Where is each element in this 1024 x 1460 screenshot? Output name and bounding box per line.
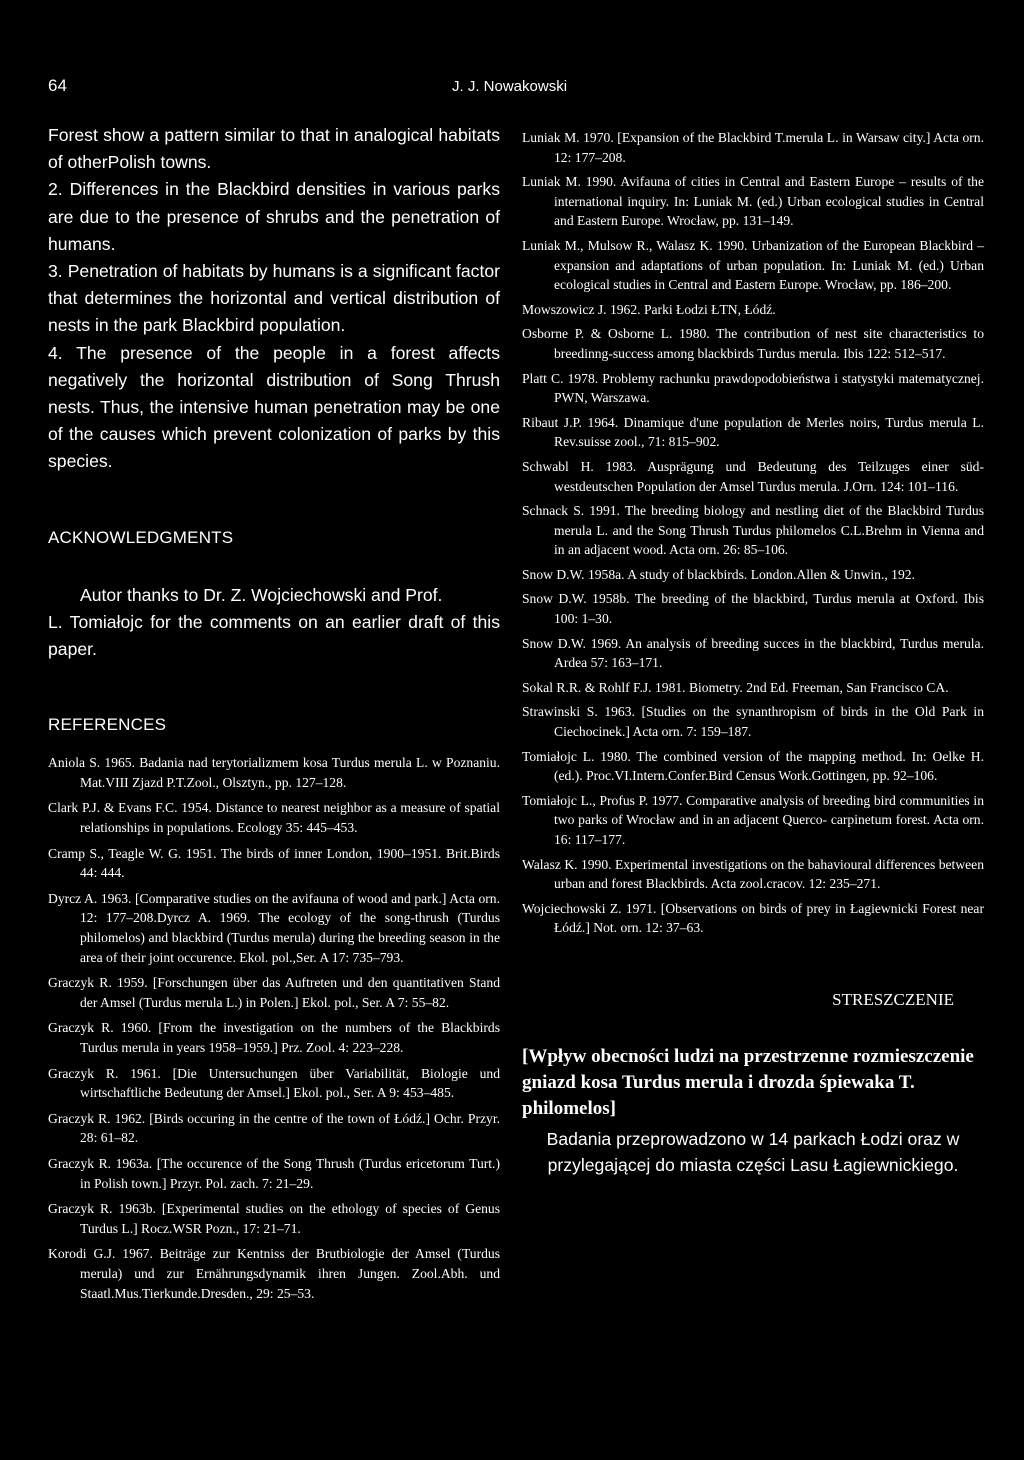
reference-item: Graczyk R. 1961. [Die Untersuchungen über Variabilität, Biologie und wirtschaftliche Bedeutung der Amsel.] Ekol. pol., Ser. A 9: 453–485. (48, 1065, 500, 1101)
page-number: 64 (48, 76, 67, 95)
body-paragraph-3: 3. Penetration of habitats by humans is a significant factor that determines the horizontal and vertical distribution of nests in the park Blackbird population. (48, 261, 500, 336)
acknowledgments-line-1: Autor thanks to Dr. Z. Wojciechowski and Prof. (80, 584, 443, 605)
reference-item: Luniak M., Mulsow R., Walasz K. 1990. Urbanization of the European Blackbird – expansion and adaptations of urban population. In: Luniak M. (ed.) Urban ecological studies in Central and Eastern Europe. Wrocław, pp. 186–200. (522, 237, 984, 293)
acknowledgments-heading: ACKNOWLEDGMENTS (48, 527, 234, 547)
reference-item: Tomiałojc L., Profus P. 1977. Comparative analysis of breeding bird communities in two parks of Wrocław and in an adjacent Querco- carpinetum forest. Acta orn. 16: 117–177. (522, 792, 984, 847)
reference-item: Ribaut J.P. 1964. Dinamique d'une population de Merles noirs, Turdus merula L. Rev.suisse zool., 71: 815–902. (522, 414, 984, 450)
reference-item: Graczyk R. 1959. [Forschungen über das Auftreten und den quantitativen Stand der Amsel (Turdus merula L.) in Polen.] Ekol. pol., Ser. A 7: 55–82. (48, 975, 500, 1010)
summary-heading: STRESZCZENIE (832, 989, 954, 1009)
reference-item: Cramp S., Teagle W. G. 1951. The birds of inner London, 1900–1951. Brit.Birds 44: 444. (48, 845, 500, 881)
reference-item: Graczyk R. 1962. [Birds occuring in the centre of the town of Łódź.] Ochr. Przyr. 28: 61–82. (48, 1110, 500, 1146)
body-paragraph-2: 2. Differences in the Blackbird densities in various parks are due to the presence of shrubs and the penetration of humans. (48, 179, 500, 254)
reference-item: Clark P.J. & Evans F.C. 1954. Distance to nearest neighbor as a measure of spatial relationships in populations. Ecology 35: 445–453. (48, 800, 500, 836)
reference-item: Luniak M. 1970. [Expansion of the Blackbird T.merula L. in Warsaw city.] Acta orn. 12: 177–208. (522, 130, 984, 165)
reference-item: Mowszowicz J. 1962. Parki Łodzi ŁTN, Łódź. (522, 301, 776, 317)
reference-item: Walasz K. 1990. Experimental investigations on the bahavioural differences between urban and forest Blackbirds. Acta zool.cracov. 12: 235–271. (522, 856, 984, 892)
acknowledgments-text (48, 582, 500, 664)
reference-item: Sokal R.R. & Rohlf F.J. 1981. Biometry. 2nd Ed. Freeman, San Francisco CA. (522, 679, 949, 695)
reference-item: Snow D.W. 1958b. The breeding of the blackbird, Turdus merula at Oxford. Ibis 100: 1–30. (522, 591, 984, 627)
summary-text: Badania przeprowadzono w 14 parkach Łodzi oraz w przylegającej do miasta części Lasu Łagiewnickiego. (546, 1128, 960, 1175)
reference-item: Strawinski S. 1963. [Studies on the synanthropism of birds in the Old Park in Ciechocinek.] Acta orn. 7: 159–187. (522, 704, 984, 740)
reference-item: Korodi G.J. 1967. Beiträge zur Kentniss der Brutbiologie der Amsel (Turdus merula) und zur Ernährungsdynamik ihren Jungen. Zool.Abh. und Staatl.Mus.Tierkunde.Dresden., 29: 25–53. (48, 1246, 500, 1301)
references-heading: REFERENCES (48, 715, 167, 735)
reference-item: Schnack S. 1991. The breeding biology and nestling diet of the Blackbird Turdus merula L. and the Song Thrush Turdus philomelos C.L.Brehm in Vienna and in an adjacent wood. Acta orn. 26: 85–106. (522, 503, 984, 558)
reference-item: Snow D.W. 1969. An analysis of breeding succes in the blackbird, Turdus merula. Ardea 57: 163–171. (522, 635, 984, 671)
reference-item: Wojciechowski Z. 1971. [Observations on birds of prey in Łagiewnicki Forest near Łódź.] Not. orn. 12: 37–63. (522, 900, 984, 936)
reference-item: Graczyk R. 1963b. [Experimental studies on the ethology of species of Genus Turdus L.] Rocz.WSR Pozn., 17: 21–71. (48, 1201, 500, 1236)
running-head: J. J. Nowakowski (452, 78, 568, 95)
reference-item: Schwabl H. 1983. Ausprägung und Bedeutung des Teilzuges einer süd- westdeutschen Population der Amsel Turdus merula. J.Orn. 124: 101–116. (522, 458, 984, 494)
reference-item: Aniola S. 1965. Badania nad terytorializmem kosa Turdus merula L. w Poznaniu. Mat.VIII Zjazd P.T.Zool., Olsztyn., pp. 127–128. (48, 755, 500, 790)
left-column (48, 122, 500, 1309)
body-paragraph-1: Forest show a pattern similar to that in analogical habitats of otherPolish towns. (48, 125, 500, 173)
reference-item: Luniak M. 1990. Avifauna of cities in Central and Eastern Europe – results of the international inquiry. In: Luniak M. (ed.) Urban ecological studies in Central and Eastern Europe. Wrocław, pp. 131–149. (522, 174, 984, 229)
reference-list-right (522, 128, 984, 938)
reference-list-left (48, 753, 500, 1303)
reference-item: Dyrcz A. 1963. [Comparative studies on the avifauna of wood and park.] Acta orn. 12: 177–208.Dyrcz A. 1969. The ecology of the song-thrush (Turdus philomelos) and blackbird (Turdus merula) during the breeding season in the area of their joint occurence. Ekol. pol.,Ser. A 17: 735–793. (48, 890, 500, 965)
reference-item: Tomiałojc L. 1980. The combined version of the mapping method. In: Oelke H. (ed.). Proc.VI.Intern.Confer.Bird Census Work.Gottingen, pp. 92–106. (522, 748, 984, 784)
acknowledgments-line-2: L. Tomiałojc for the comments on an earlier draft of this paper. (48, 611, 500, 660)
right-column (522, 128, 984, 1178)
reference-item: Snow D.W. 1958a. A study of blackbirds. London.Allen & Unwin., 192. (522, 566, 915, 582)
reference-item: Platt C. 1978. Problemy rachunku prawdopodobieństwa i statystyki matematycznej. PWN, Warszawa. (522, 370, 984, 406)
body-paragraph-4: 4. The presence of the people in a forest affects negatively the horizontal distribution of Song Thrush nests. Thus, the intensive human penetration may be one of the causes which prevent colonization of parks by this species. (48, 342, 500, 472)
reference-item: Graczyk R. 1963a. [The occurence of the Song Thrush (Turdus ericetorum Turt.) in Polish town.] Przyr. Pol. zach. 7: 21–29. (48, 1155, 500, 1191)
reference-item: Osborne P. & Osborne L. 1980. The contribution of nest site characteristics to breedinng-success among blackbirds Turdus merula. Ibis 122: 512–517. (522, 326, 984, 361)
reference-item: Graczyk R. 1960. [From the investigation on the numbers of the Blackbirds Turdus merula in years 1958–1959.] Prz. Zool. 4: 223–228. (48, 1020, 500, 1055)
summary-title: [Wpływ obecności ludzi na przestrzenne rozmieszczenie gniazd kosa Turdus merula i drozda śpiewaka T. philomelos] (522, 1045, 974, 1119)
